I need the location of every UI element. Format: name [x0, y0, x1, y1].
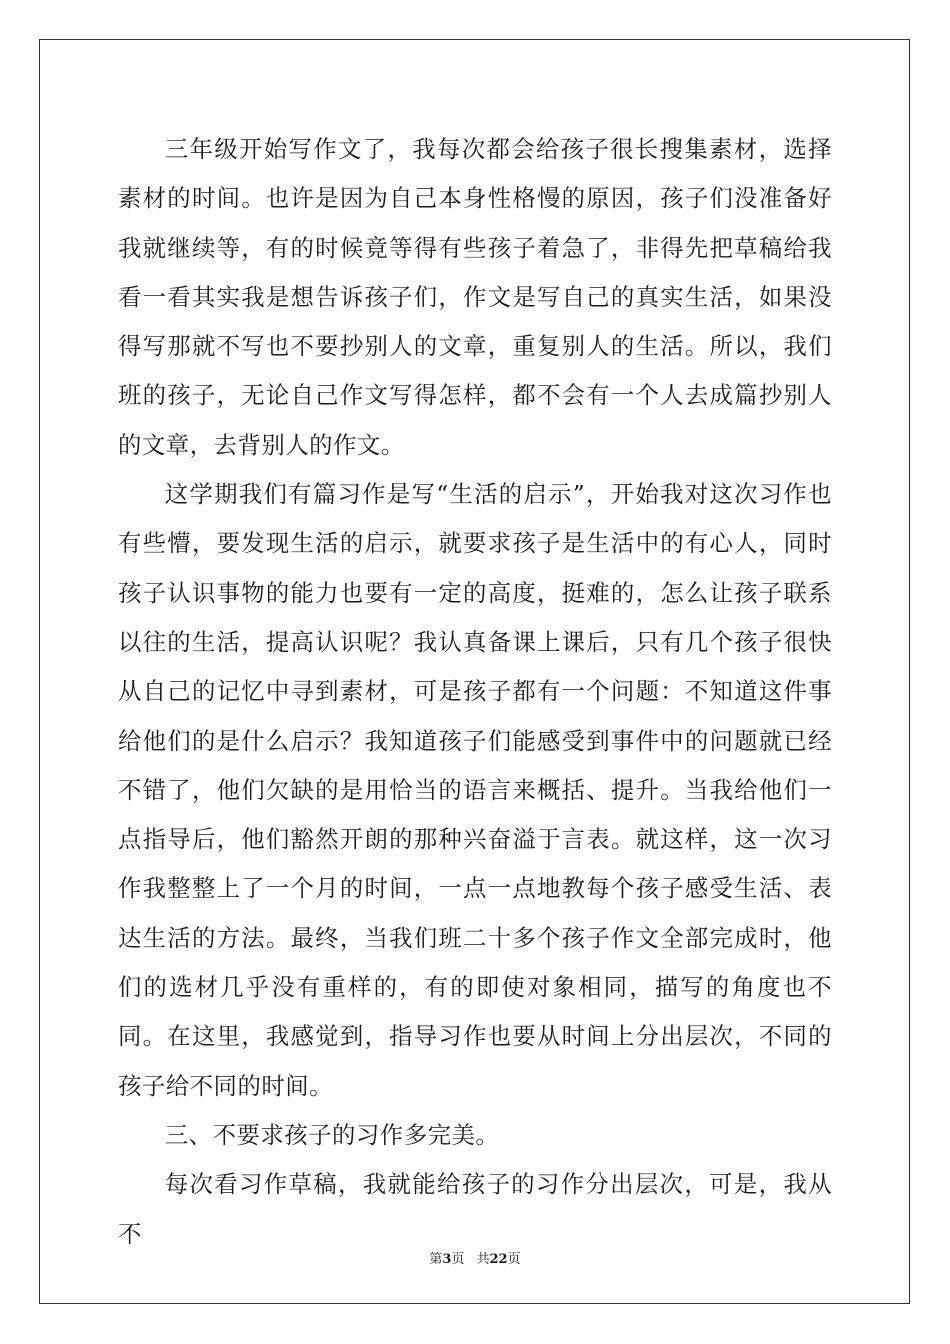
- page-current: 3: [442, 1252, 452, 1267]
- total-suffix: 页: [507, 1252, 521, 1267]
- paragraph-1: 三年级开始写作文了，我每次都会给孩子很长搜集素材，选择素材的时间。也许是因为自己本身性格慢的原因，孩子们没准备好我就继续等，有的时候竟等得有些孩子着急了，非得先把草稿给我看一看其实我是想告诉孩子们，作文是写自己的真实生活，如果没得写那就不写也不要抄别人的文章，重复别人的生活。所以，我们班的孩子，无论自己作文写得怎样，都不会有一个人去成篇抄别人的文章，去背别人的作文。: [118, 135, 832, 459]
- total-prefix: 共: [476, 1252, 490, 1267]
- paragraph-4: 每次看习作草稿，我就能给孩子的习作分出层次，可是，我从不: [118, 1170, 832, 1248]
- page-footer: [0, 1248, 950, 1267]
- paragraph-2: 这学期我们有篇习作是写“生活的启示”，开始我对这次习作也有些懵，要发现生活的启示，就要求孩子是生活中的有心人，同时孩子认识事物的能力也要有一定的高度，挺难的，怎么让孩子联系以往的生活，提高认识呢？我认真备课上课后，只有几个孩子很快从自己的记忆中寻到素材，可是孩子都有一个问题：不知道这件事给他们的是什么启示？我知道孩子们能感受到事件中的问题就已经不错了，他们欠缺的是用恰当的语言来概括、提升。当我给他们一点指导后，他们豁然开朗的那种兴奋溢于言表。就这样，这一次习作我整整上了一个月的时间，一点一点地教每个孩子感受生活、表达生活的方法。最终，当我们班二十多个孩子作文全部完成时，他们的选材几乎没有重样的，有的即使对象相同，描写的角度也不同。在这里，我感觉到，指导习作也要从时间上分出层次，不同的孩子给不同的时间。: [118, 480, 832, 1100]
- paragraph-3-heading: 三、不要求孩子的习作多完美。: [164, 1120, 500, 1149]
- document-body: [118, 125, 832, 1259]
- page-prefix: 第: [429, 1252, 443, 1267]
- page-total: 22: [489, 1252, 508, 1267]
- page-suffix: 页: [451, 1252, 465, 1267]
